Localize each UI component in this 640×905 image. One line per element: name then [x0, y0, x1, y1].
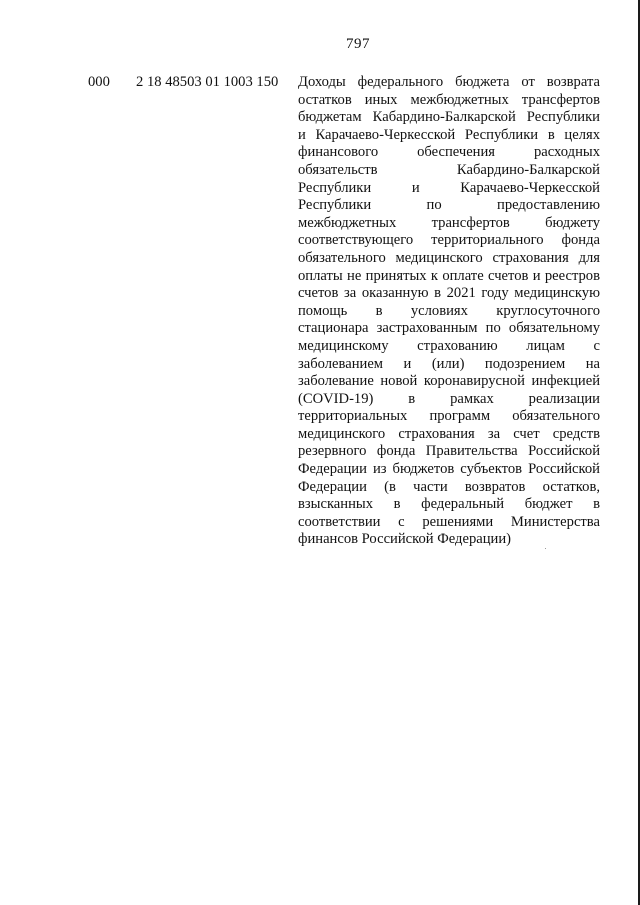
budget-classification-code: 2 18 48503 01 1003 150 [136, 74, 279, 90]
description-line: Федерации из бюджетов субъектов Российской [298, 461, 600, 478]
description-line: заболеванием и (или) подозрением на [298, 355, 600, 372]
description-line: помощь в условиях круглосуточного [298, 302, 600, 319]
description-line: и Карачаево-Черкесской Республики в целях [298, 126, 600, 143]
description-line: заболевание новой коронавирусной инфекцией [298, 373, 600, 390]
description-line: обязательного медицинского страхования для [298, 249, 600, 266]
description-line: Федерации (в части возвратов остатков, [298, 478, 600, 495]
description-line: оплаты не принятых к оплате счетов и реестров [298, 267, 600, 284]
description-line: бюджетам Кабардино-Балкарской Республики [298, 109, 600, 126]
description-line: медицинскому страхованию лицам с [298, 337, 600, 354]
description-line: Республики по предоставлению [298, 197, 600, 214]
description-line: соответствии с решениями Министерства [298, 513, 600, 530]
description-line: счетов за оказанную в 2021 году медицинскую [298, 285, 600, 302]
description-line: (COVID-19) в рамках реализации [298, 390, 600, 407]
description-line: финансового обеспечения расходных [298, 144, 600, 161]
description-line: стационара застрахованным по обязательному [298, 320, 600, 337]
description-line: обязательств Кабардино-Балкарской [298, 161, 600, 178]
description-line: финансов Российской Федерации) [298, 531, 512, 548]
administrator-code: 000 [88, 74, 110, 90]
description-line: Доходы федерального бюджета от возврата [298, 74, 600, 90]
page-number: 797 [346, 36, 370, 52]
revenue-description [298, 74, 600, 549]
description-line: межбюджетных трансфертов бюджету [298, 214, 600, 231]
description-line: взысканных в федеральный бюджет в [298, 496, 600, 513]
scan-speck [545, 548, 546, 549]
description-line: остатков иных межбюджетных трансфертов [298, 91, 600, 108]
description-line: территориальных программ обязательного [298, 408, 600, 425]
description-line: резервного фонда Правительства Российской [298, 443, 600, 460]
description-line: соответствующего территориального фонда [298, 232, 600, 249]
description-line: Республики и Карачаево-Черкесской [298, 179, 600, 196]
description-line: медицинского страхования за счет средств [298, 425, 600, 442]
